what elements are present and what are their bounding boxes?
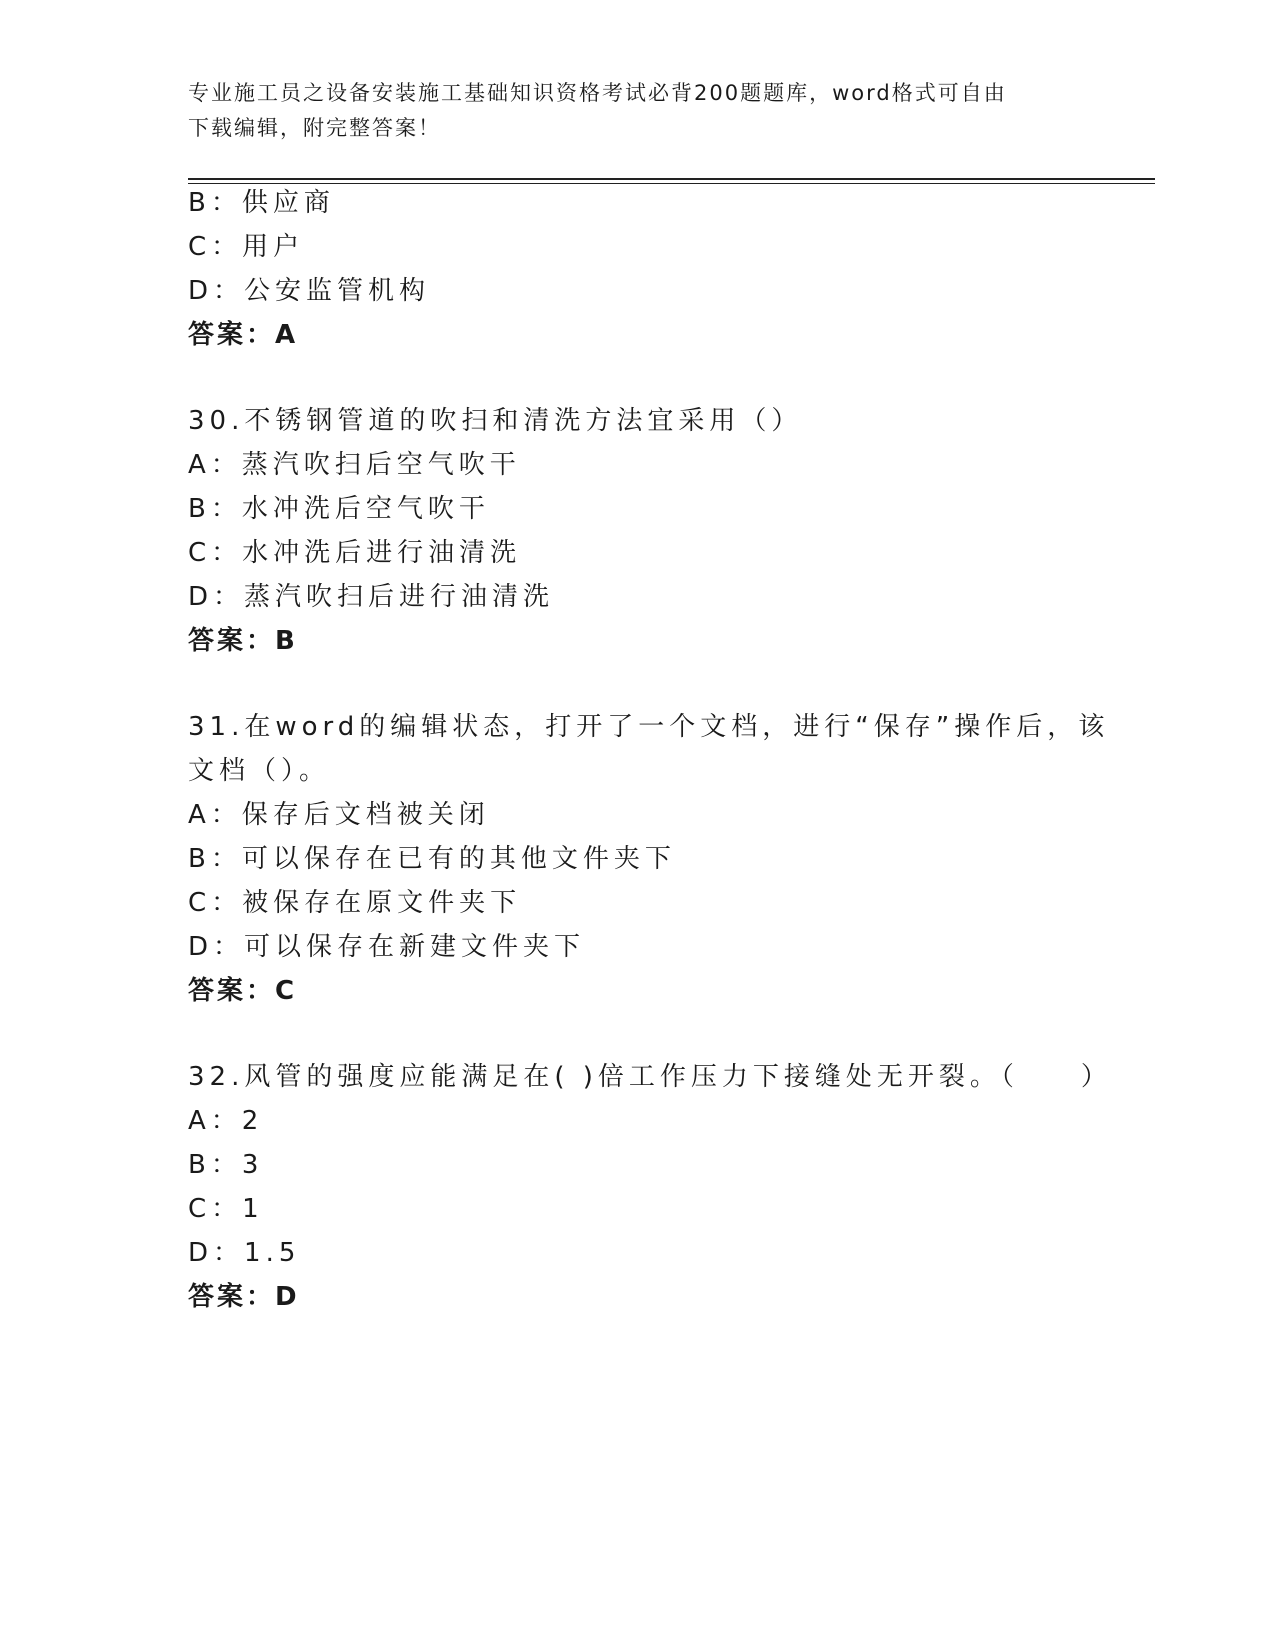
q32-stem: 32.风管的强度应能满足在( )倍工作压力下接缝处无开裂。（ ） (188, 1062, 1112, 1092)
q31-option-c: C：被保存在原文件夹下 (188, 888, 522, 918)
q32-option-a: A：2 (188, 1106, 264, 1136)
q30-answer: 答案：B (188, 626, 298, 656)
q32-option-c: C：1 (188, 1194, 264, 1224)
q30-option-c: C：水冲洗后进行油清洗 (188, 538, 522, 568)
header-divider-thick (188, 178, 1155, 180)
q31-stem-line-1: 31.在word的编辑状态，打开了一个文档，进行“保存”操作后，该 (188, 712, 1110, 742)
q30-option-d: D：蒸汽吹扫后进行油清洗 (188, 582, 555, 612)
q31-option-b: B：可以保存在已有的其他文件夹下 (188, 844, 676, 874)
q30-option-a: A：蒸汽吹扫后空气吹干 (188, 450, 521, 480)
q31-answer: 答案：C (188, 976, 298, 1006)
q31-option-d: D：可以保存在新建文件夹下 (188, 932, 586, 962)
q32-answer: 答案：D (188, 1282, 300, 1312)
q31-option-a: A：保存后文档被关闭 (188, 800, 490, 830)
q32-option-b: B：3 (188, 1150, 264, 1180)
prev-option-b: B：供应商 (188, 188, 335, 218)
header-divider-thin (188, 183, 1155, 184)
header-line-1: 专业施工员之设备安装施工基础知识资格考试必背200题题库，word格式可自由 (188, 81, 1007, 105)
prev-answer: 答案：A (188, 320, 299, 350)
prev-option-c: C：用户 (188, 232, 305, 262)
q30-option-b: B：水冲洗后空气吹干 (188, 494, 490, 524)
document-header (188, 76, 1068, 146)
header-line-2: 下载编辑，附完整答案！ (188, 116, 441, 140)
prev-option-d: D：公安监管机构 (188, 276, 431, 306)
q31-stem-line-2: 文档（）。 (188, 756, 331, 786)
q30-stem: 30.不锈钢管道的吹扫和清洗方法宜采用（） (188, 406, 803, 436)
q32-option-d: D：1.5 (188, 1238, 301, 1268)
